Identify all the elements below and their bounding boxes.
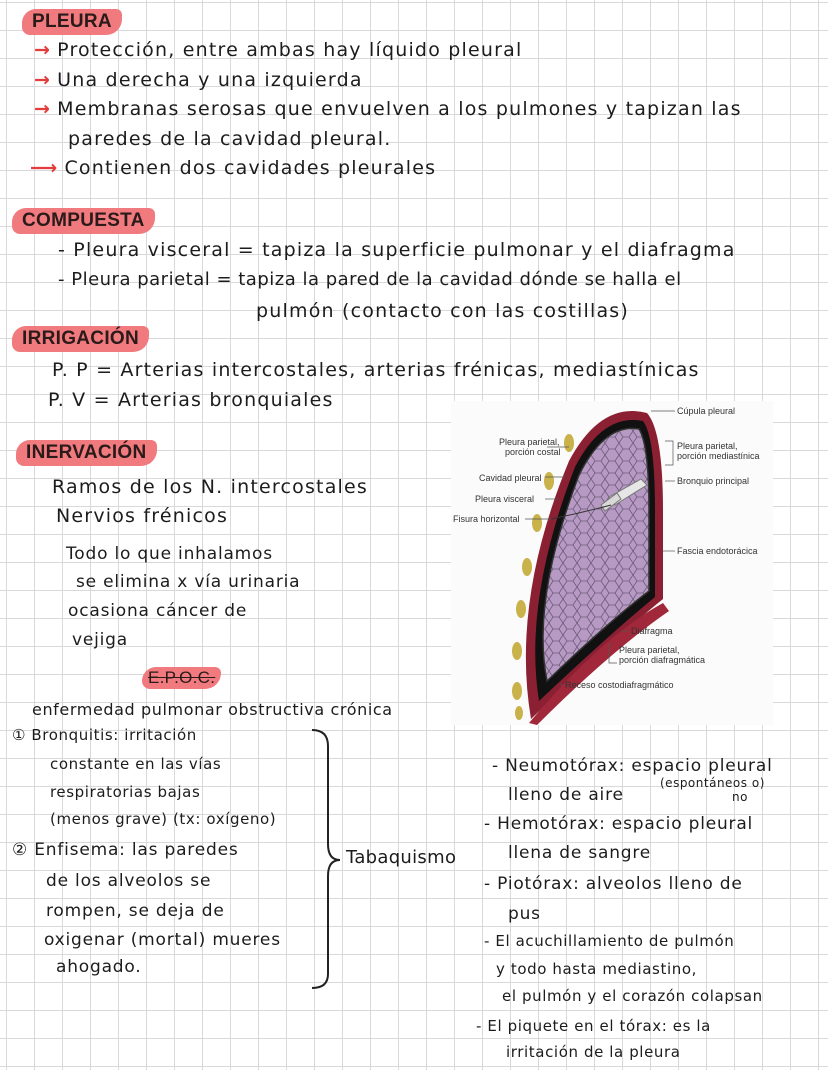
- label-diafragma: Diafragma: [631, 626, 673, 636]
- inervacion-line-1: Ramos de los N. intercostales: [52, 476, 369, 498]
- irrigacion-line-2: P. V = Arterias bronquiales: [48, 389, 334, 411]
- inervacion-note-3: ocasiona cáncer de: [68, 601, 248, 621]
- right-line-1: - Neumotórax: espacio pleural: [492, 756, 773, 776]
- epoc-item-4: (menos grave) (tx: oxígeno): [50, 810, 277, 828]
- epoc-subtitle: enfermedad pulmonar obstructiva crónica: [32, 700, 393, 719]
- label-parietal-mediastinica-2: porción mediastínica: [677, 451, 760, 461]
- epoc-item-1: ① Bronquitis: irritación: [12, 726, 197, 744]
- pleura-item-1: → Protección, entre ambas hay líquido pleural: [34, 39, 523, 61]
- brace-icon: [306, 726, 346, 996]
- epoc-item-7: rompen, se deja de: [46, 901, 225, 921]
- pleura-item-3: → Membranas serosas que envuelven a los pulmones y tapizan las: [34, 98, 742, 120]
- right-line-11: irritación de la pleura: [506, 1043, 681, 1061]
- pleura-item-4: ⟶ Contienen dos cavidades pleurales: [30, 157, 437, 179]
- label-cupula: Cúpula pleural: [677, 406, 736, 416]
- right-line-4: llena de sangre: [508, 843, 652, 863]
- pleura-heading: PLEURA: [22, 9, 122, 35]
- compuesta-line-2: - Pleura parietal = tapiza la pared de la cavidad dónde se halla el: [58, 269, 682, 290]
- right-line-8: y todo hasta mediastino,: [496, 960, 697, 978]
- right-line-2: lleno de aire: [508, 785, 624, 805]
- label-visceral: Pleura visceral: [475, 494, 535, 504]
- pleura-item-2: → Una derecha y una izquierda: [34, 69, 363, 91]
- pleura-item-3-cont: paredes de la cavidad pleural.: [68, 128, 392, 150]
- compuesta-heading: COMPUESTA: [12, 208, 155, 234]
- label-fascia: Fascia endotorácica: [677, 546, 758, 556]
- epoc-cause: Tabaquismo: [346, 847, 457, 868]
- epoc-heading: E.P.O.C.: [142, 667, 221, 689]
- inervacion-note-1: Todo lo que inhalamos: [66, 544, 273, 564]
- label-parietal-diafragmatica-1: Pleura parietal,: [619, 645, 680, 655]
- epoc-item-6: de los alveolos se: [46, 871, 212, 891]
- label-cavidad: Cavidad pleural: [479, 473, 542, 483]
- right-line-2-aside: (espontáneos o) no: [660, 776, 765, 804]
- epoc-item-2: constante en las vías: [50, 755, 222, 773]
- arrow-right-icon: →: [34, 98, 52, 120]
- epoc-item-5: ② Enfisema: las paredes: [12, 840, 239, 860]
- label-receso: Receso costodiafragmático: [565, 680, 674, 690]
- epoc-item-9: ahogado.: [56, 957, 142, 977]
- right-line-9: el pulmón y el corazón colapsan: [502, 987, 763, 1005]
- label-parietal-mediastinica-1: Pleura parietal,: [677, 441, 738, 451]
- inervacion-line-2: Nervios frénicos: [56, 505, 229, 527]
- label-fisura: Fisura horizontal: [453, 514, 520, 524]
- epoc-item-8: oxigenar (mortal) mueres: [44, 930, 281, 950]
- inervacion-heading: INERVACIÓN: [16, 440, 157, 466]
- right-line-6: pus: [508, 904, 541, 924]
- right-line-3: - Hemotórax: espacio pleural: [484, 814, 754, 834]
- pleura-diagram: [451, 401, 773, 725]
- label-parietal-costal-1: Pleura parietal,: [499, 437, 560, 447]
- right-line-5: - Piotórax: alveolos lleno de: [484, 874, 743, 894]
- right-line-10: - El piquete en el tórax: es la: [476, 1017, 711, 1035]
- label-bronquio: Bronquio principal: [677, 476, 750, 486]
- irrigacion-line-1: P. P = Arterias intercostales, arterias frénicas, mediastínicas: [52, 359, 700, 381]
- label-parietal-costal-2: porción costal: [505, 447, 561, 457]
- compuesta-line-3: pulmón (contacto con las costillas): [256, 300, 629, 322]
- compuesta-line-1: - Pleura visceral = tapiza la superficie pulmonar y el diafragma: [58, 239, 736, 261]
- arrow-right-icon: ⟶: [30, 157, 59, 179]
- arrow-right-icon: →: [34, 39, 52, 61]
- pleura-diagram-svg: [451, 401, 773, 725]
- label-parietal-diafragmatica-2: porción diafragmática: [619, 655, 706, 665]
- epoc-item-3: respiratorias bajas: [50, 783, 201, 801]
- right-line-7: - El acuchillamiento de pulmón: [484, 932, 735, 950]
- inervacion-note-2: se elimina x vía urinaria: [76, 572, 301, 592]
- inervacion-note-4: vejiga: [72, 630, 128, 650]
- irrigacion-heading: IRRIGACIÓN: [12, 326, 149, 352]
- arrow-right-icon: →: [34, 69, 52, 91]
